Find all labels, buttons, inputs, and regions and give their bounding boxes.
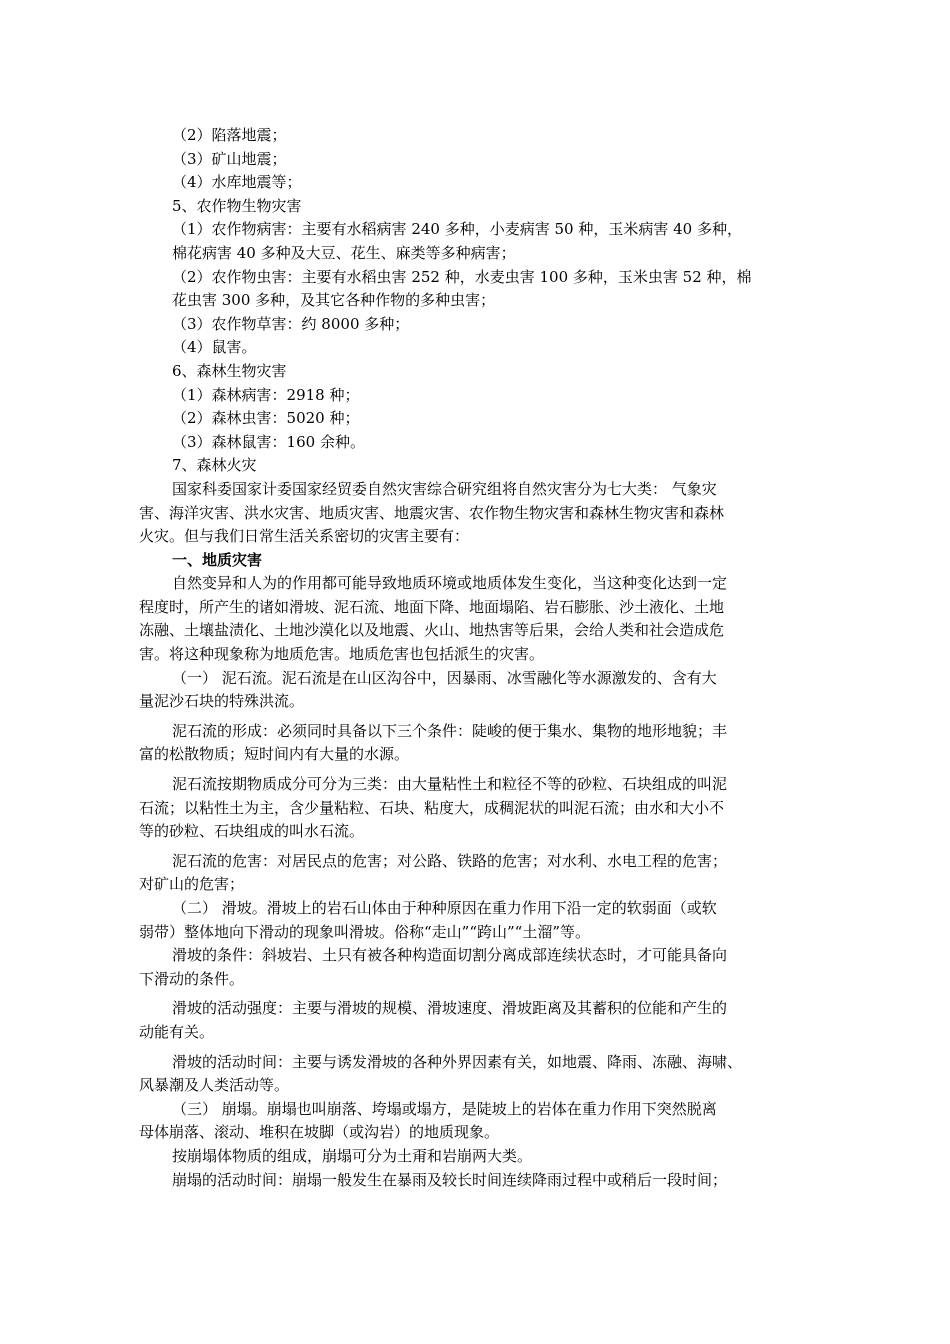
section-heading-6: 6、森林生物灾害 (172, 361, 287, 380)
text-line: 按崩塌体物质的组成，崩塌可分为土甭和岩崩两大类。 (172, 1146, 533, 1165)
text-line: 泥石流的形成：必须同时具备以下三个条件：陡峻的便于集水、集物的地形地貌；丰 (172, 721, 728, 740)
text-line: 冻融、土壤盐渍化、土地沙漠化以及地震、火山、地热害等后果，会给人类和社会造成危 (139, 621, 725, 640)
text-line: （3）森林鼠害：160 余种。 (172, 432, 365, 451)
text-line: 富的松散物质；短时间内有大量的水源。 (139, 745, 410, 764)
section-heading-5: 5、农作物生物灾害 (172, 196, 302, 215)
text-line: 火灾。但与我们日常生活关系密切的灾害主要有： (139, 527, 470, 546)
text-line: 对矿山的危害； (139, 875, 245, 894)
text-line: （3）矿山地震； (172, 149, 287, 168)
section-heading-7: 7、森林火灾 (172, 456, 257, 475)
text-line: 崩塌的活动时间：崩塌一般发生在暴雨及较长时间连续降雨过程中或稍后一段时间； (172, 1170, 728, 1189)
text-line: （4）鼠害。 (172, 338, 257, 357)
text-line: 弱带）整体地向下滑动的现象叫滑坡。俗称“走山”“跨山”“土溜”等。 (139, 922, 591, 941)
text-line: 花虫害 300 多种，及其它各种作物的多种虫害； (172, 291, 496, 310)
text-line: 下滑动的条件。 (139, 969, 245, 988)
text-line: （2）农作物虫害：主要有水稻虫害 252 种，水麦虫害 100 多种，玉米虫害 52 种，棉 (172, 267, 752, 286)
text-line: 害。将这种现象称为地质危害。地质危害也包括派生的灾害。 (139, 645, 545, 664)
text-line: （三） 崩塌。崩塌也叫崩落、垮塌或塌方，是陡坡上的岩体在重力作用下突然脱离 (172, 1099, 717, 1118)
text-line: （1）森林病害：2918 种； (172, 385, 360, 404)
text-line: （4）水库地震等； (172, 173, 302, 192)
text-line: （二） 滑坡。滑坡上的岩石山体由于种种原因在重力作用下沿一定的软弱面（或软 (172, 899, 717, 917)
text-line: 等的砂粒、石块组成的叫水石流。 (139, 822, 365, 841)
text-line: 母体崩落、滚动、堆积在坡脚（或沟岩）的地质现象。 (139, 1123, 500, 1142)
text-line: 害、海洋灾害、洪水灾害、地质灾害、地震灾害、农作物生物灾害和森林生物灾害和森林 (139, 503, 725, 522)
chapter-heading: 一、地质灾害 (172, 550, 263, 569)
text-line: 泥石流的危害：对居民点的危害；对公路、铁路的危害；对水利、水电工程的危害； (172, 851, 728, 870)
text-line: 棉花病害 40 多种及大豆、花生、麻类等多种病害； (172, 243, 516, 262)
text-line: （2）森林虫害：5020 种； (172, 409, 360, 428)
text-line: （一） 泥石流。泥石流是在山区沟谷中，因暴雨、冰雪融化等水源激发的、含有大 (172, 668, 717, 687)
text-line: 泥石流按期物质成分可分为三类：由大量粘性土和粒径不等的砂粒、石块组成的叫泥 (172, 775, 728, 794)
text-line: 滑坡的条件：斜坡岩、土只有被各种构造面切割分离成部连续状态时，才可能具备向 (172, 946, 728, 965)
text-line: 国家科委国家计委国家经贸委自然灾害综合研究组将自然灾害分为七大类： 气象灾 (172, 479, 717, 498)
text-line: 自然变异和人为的作用都可能导致地质环境或地质体发生变化，当这种变化达到一定 (172, 574, 728, 593)
text-line: 滑坡的活动时间：主要与诱发滑坡的各种外界因素有关，如地震、降雨、冻融、海啸、 (172, 1052, 743, 1071)
text-line: （3）农作物草害：约 8000 多种； (172, 314, 410, 333)
text-line: 动能有关。 (139, 1022, 215, 1041)
text-line: 滑坡的活动强度：主要与滑坡的规模、滑坡速度、滑坡距离及其蓄积的位能和产生的 (172, 999, 728, 1018)
text-line: 程度时，所产生的诸如滑坡、泥石流、地面下降、地面塌陷、岩石膨胀、沙土液化、土地 (139, 597, 725, 616)
text-line: 石流；以粘性土为主，含少量粘粒、石块、粘度大，成稠泥状的叫泥石流；由水和大小不 (139, 798, 725, 817)
text-line: 风暴潮及人类活动等。 (139, 1076, 290, 1095)
text-line: 量泥沙石块的特殊洪流。 (139, 692, 305, 711)
text-line: （1）农作物病害：主要有水稻病害 240 多种，小麦病害 50 种，玉米病害 40 多种， (172, 220, 742, 239)
document-body (139, 124, 815, 1192)
text-line: （2）陷落地震； (172, 126, 287, 144)
